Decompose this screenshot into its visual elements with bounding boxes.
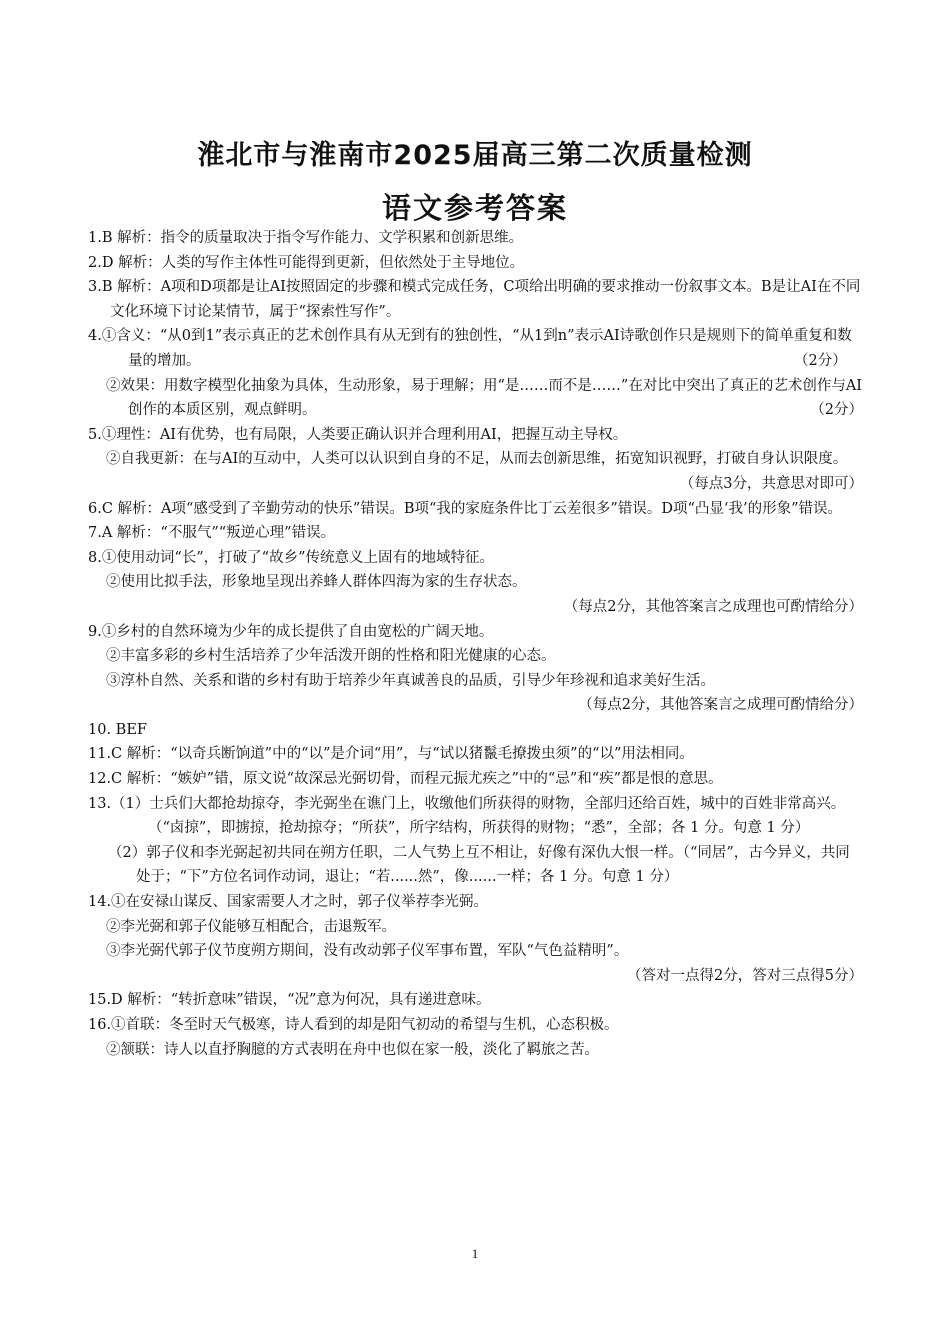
page-number: 1: [471, 1246, 479, 1261]
answer-q4-1-text: 4.①含义：“从0到1”表示真正的艺术创作具有从无到有的独创性，“从1到n”表示AI诗歌创作只是规则下的简单重复和数量的增加。: [88, 328, 852, 369]
answer-q5-2: [88, 447, 863, 492]
answer-q9-score: （每点2分，其他答案言之成理可酌情给分）: [578, 697, 863, 714]
answer-q13-1: 13.（1）士兵们大都抢劫掠夺，李光弼坐在谯门上，收缴他们所获得的财物，全部归还给百姓，城中的百姓非常高兴。（“卤掠”，即掳掠，抢劫掠夺；“所获”，所字结构，所获得的财物；“悉”，全部；各 1 分。句意 1 分）: [88, 795, 846, 837]
answer-q8-1: 8.①使用动词“长”，打破了“故乡”传统意义上固有的地域特征。: [88, 549, 494, 566]
answer-q5-2-text: ②自我更新：在与AI的互动中，人类可以认识到自身的不足，从而去创新思维，拓宽知识视野，打破自身认识限度。: [106, 451, 848, 468]
answer-q11: 11.C 解析：“以奇兵断饷道”中的“以”是介词“用”，与“试以猪鬣毛撩拨虫须”的“以”用法相同。: [88, 746, 694, 763]
answer-q5-score: （每点3分，共意思对即可）: [679, 475, 863, 492]
answer-q7: 7.A 解析：“不服气”“叛逆心理”错误。: [88, 525, 336, 542]
answer-q16-2: ②颔联：诗人以直抒胸臆的方式表明在舟中也似在家一般，淡化了羁旅之苦。: [106, 1041, 599, 1058]
answer-q8-score: （每点2分，其他答案言之成理也可酌情给分）: [563, 598, 863, 615]
answer-q14-3: ③李光弼代郭子仪节度朔方期间，没有改动郭子仪军事布置，军队“气色益精明”。: [106, 943, 629, 960]
answer-q5-1: 5.①理性：AI有优势，也有局限，人类要正确认识并合理利用AI，把握互动主导权。: [88, 426, 628, 443]
answer-q16-1: 16.①首联：冬至时天气极寒，诗人看到的却是阳气初动的希望与生机，心态积极。: [88, 1017, 619, 1033]
answer-q4-2: [88, 374, 863, 423]
answer-q10: 10. BEF: [88, 721, 147, 738]
answer-q13-2: （2）郭子仪和李光弼起初共同在朔方任职，二人气势上互不相让，好像有深仇大恨一样。（“同居”，古今异义，共同处于；“下”方位名词作动词，退让；“若......然”，像......一样；各 1 分。句意 1 分）: [108, 844, 850, 886]
answer-q14-score: （答对一点得2分，答对三点得5分）: [627, 967, 863, 984]
answer-q4-2-text: ②效果：用数字模型化抽象为具体，生动形象，易于理解；用“是……而不是……”在对比中突出了真正的艺术创作与AI创作的本质区别，观点鲜明。: [106, 377, 863, 419]
answer-q9-2: ②丰富多彩的乡村生活培养了少年活泼开朗的性格和阳光健康的心态。: [106, 648, 556, 665]
answer-key-title: 语文参考答案: [381, 191, 568, 225]
answer-q6: 6.C 解析：A项“感受到了辛勤劳动的快乐”错误。B项“我的家庭条件比丁云差很多”错误。D项“凸显‘我’的形象”错误。: [88, 500, 842, 517]
answer-q8-2: ②使用比拟手法，形象地呈现出养蜂人群体四海为家的生存状态。: [106, 574, 527, 591]
answer-q1: 1.B 解析：指令的质量取决于指令写作能力、文学积累和创新思维。: [88, 230, 524, 246]
answer-q12: 12.C 解析：“嫉妒”错，原文说“故深忌光弼切骨，而程元振尤疾之”中的“忌”和“疾”都是恨的意思。: [88, 771, 723, 788]
answer-q2: 2.D 解析：人类的写作主体性可能得到更新，但依然处于主导地位。: [88, 254, 525, 271]
answer-q4-2-score: （2分）: [810, 402, 863, 419]
answer-q14-1: 14.①在安禄山谋反、国家需要人才之时，郭子仪举荐李光弼。: [88, 894, 489, 911]
answer-q4-1: [88, 324, 863, 373]
answer-q4-1-score: （2分）: [794, 352, 847, 369]
answer-q9-3: ③淳朴自然、关系和谐的乡村有助于培养少年真诚善良的品质，引导少年珍视和追求美好生活。: [106, 672, 715, 689]
answer-list: [88, 226, 863, 1062]
answer-q3: 3.B 解析：A项和D项都是让AI按照固定的步骤和模式完成任务，C项给出明确的要求推动一份叙事文本。B是让AI在不同文化环境下讨论某情节，属于“探索性写作”。: [88, 279, 861, 320]
exam-title: 淮北市与淮南市2025届高三第二次质量检测: [197, 140, 753, 171]
answer-q14-2: ②李光弼和郭子仪能够互相配合，击退叛军。: [106, 918, 396, 935]
answer-q15: 15.D 解析：“转折意味”错误，“况”意为何况，具有递进意味。: [88, 992, 491, 1009]
answer-q9-1: 9.①乡村的自然环境为少年的成长提供了自由宽松的广阔天地。: [88, 623, 494, 640]
